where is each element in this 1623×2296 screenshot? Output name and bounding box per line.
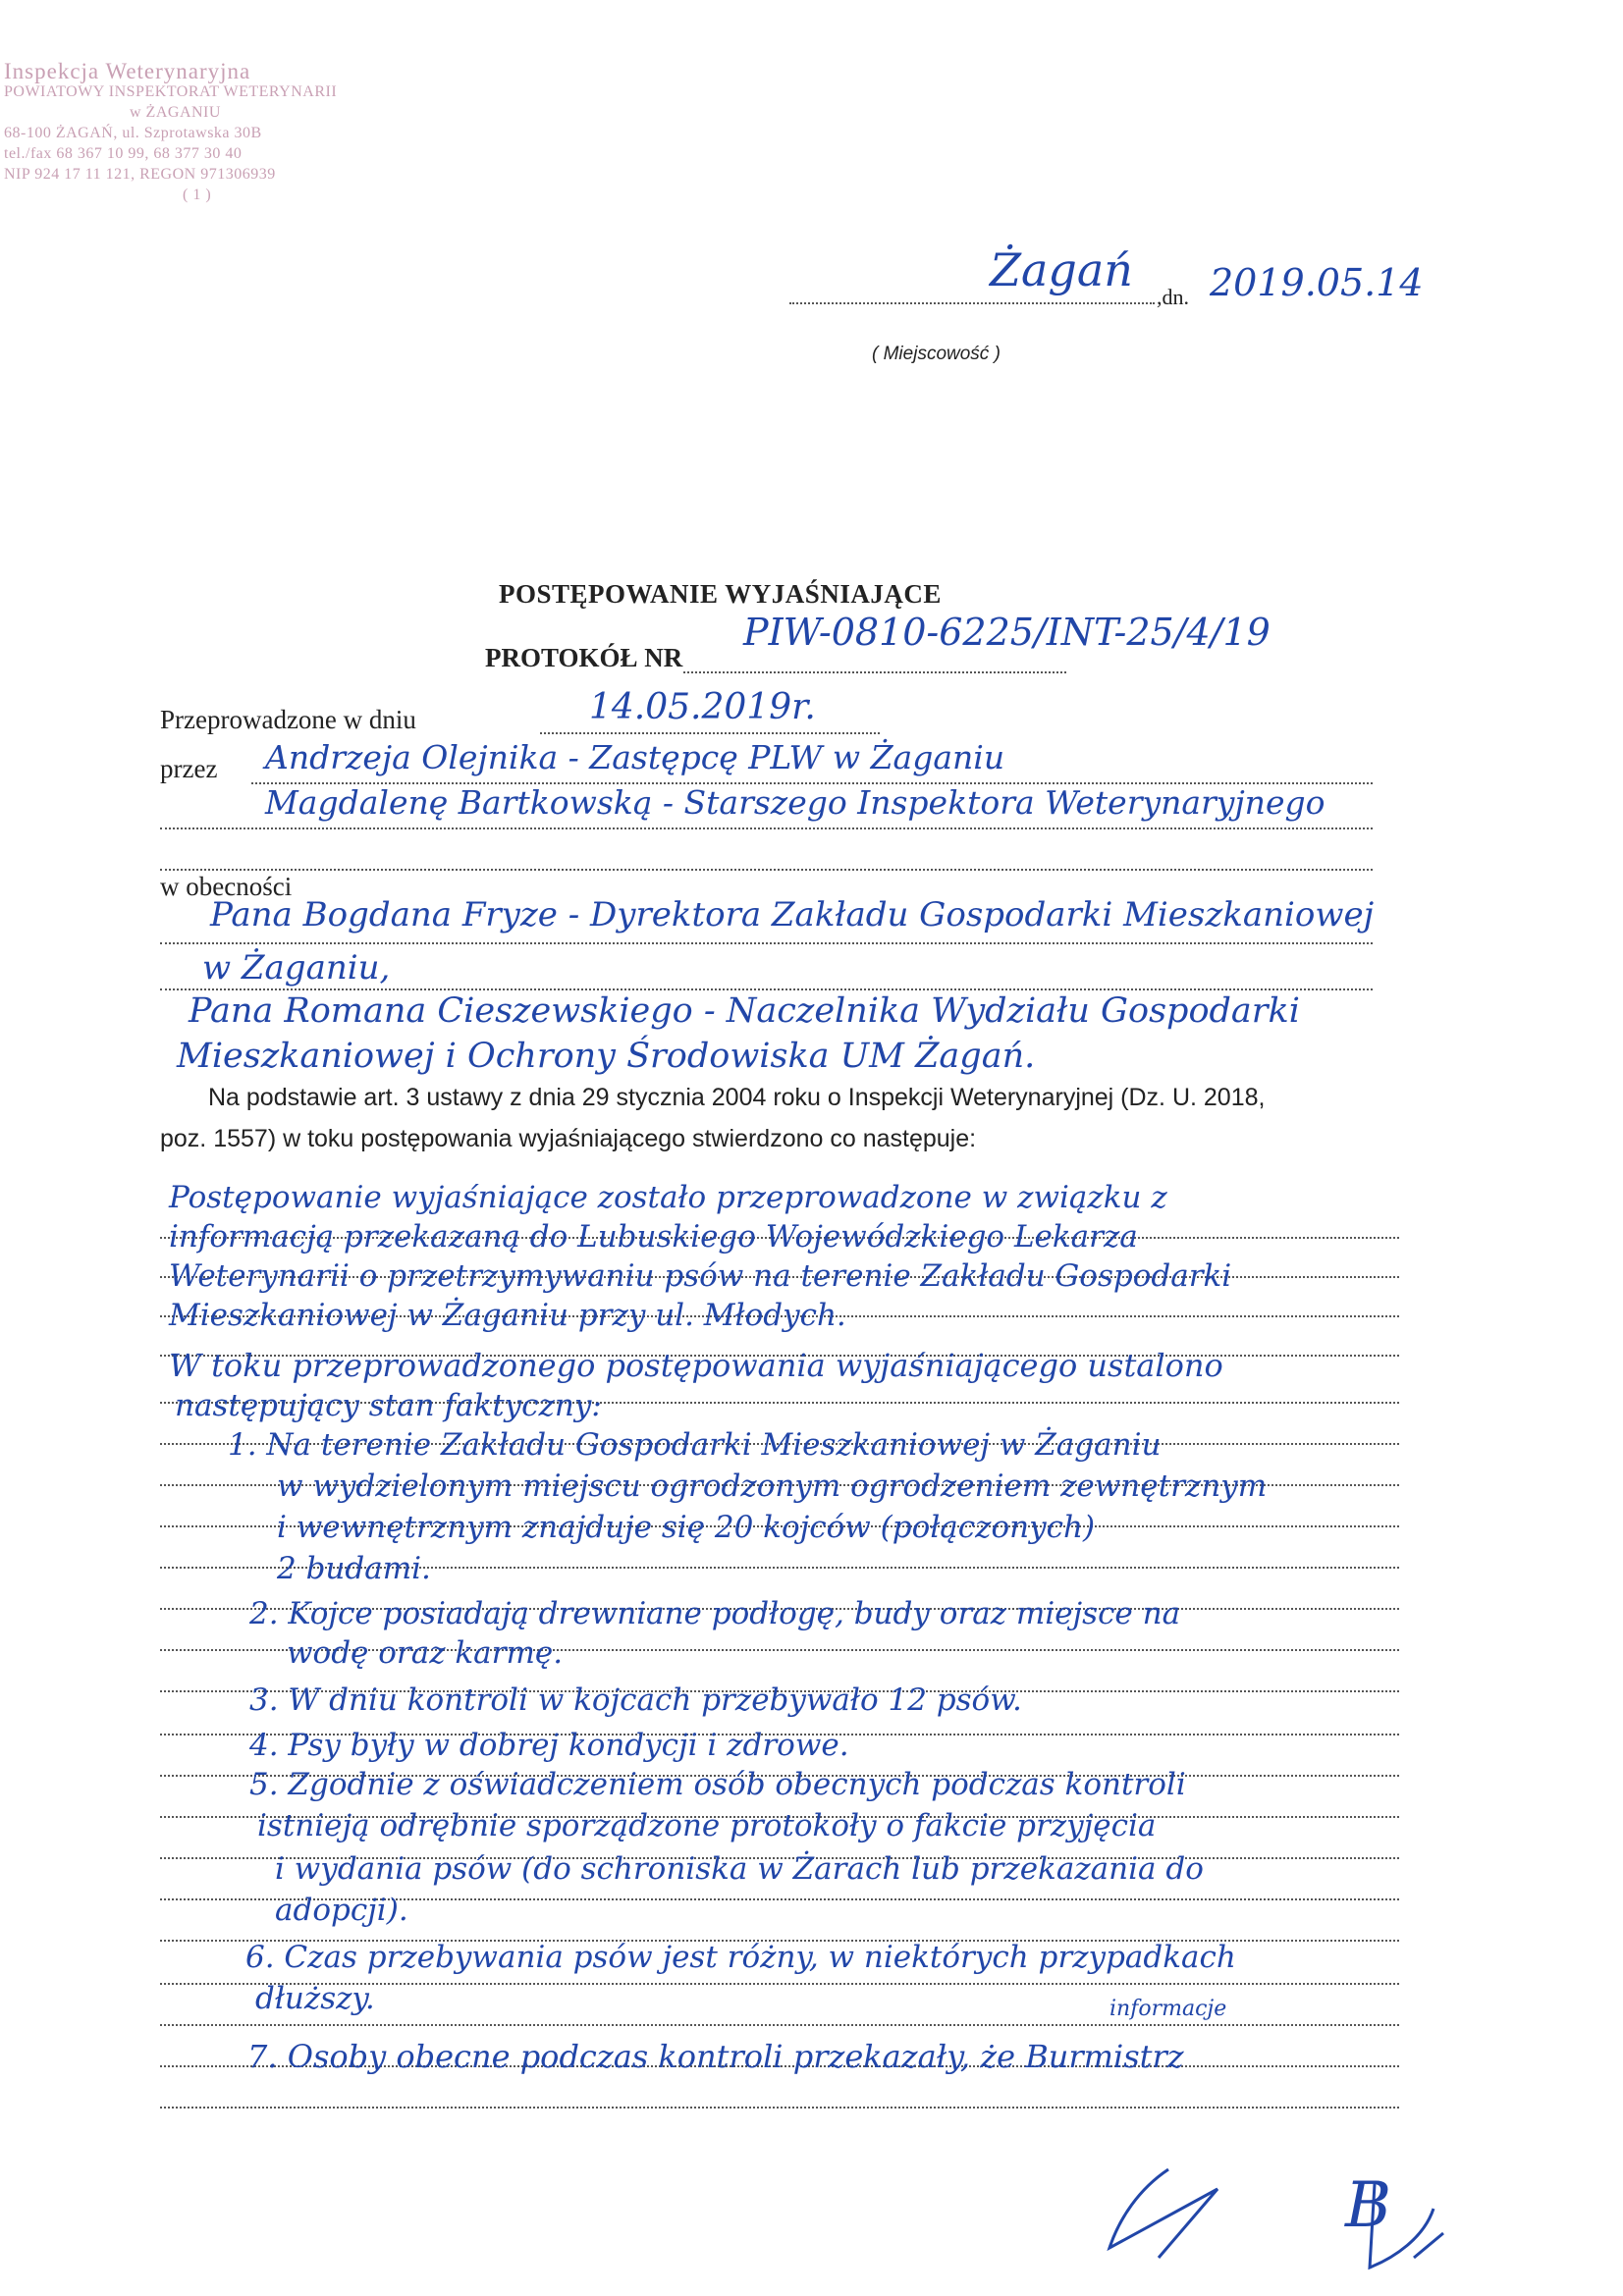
legal-basis-line-2: poz. 1557) w toku postępowania wyjaśniającego stwierdzono co następuje: <box>160 1125 977 1152</box>
presence-label: w obecności <box>160 872 293 901</box>
findings-dotted-line <box>160 2107 1399 2109</box>
by-line-1: Andrzeja Olejnika - Zastępcę PLW w Żaganiu <box>265 738 1005 776</box>
finding-line: Postępowanie wyjaśniające zostało przeprowadzone w związku z <box>169 1180 1167 1215</box>
signature-mark: B <box>1345 2169 1392 2242</box>
finding-line: i wewnętrznym znajduje się 20 kojców (połączonych) <box>277 1510 1096 1545</box>
presence-line-4: Mieszkaniowej i Ochrony Środowiska UM Żagań. <box>177 1037 1036 1076</box>
stamp-line: Inspekcja Weterynaryjna <box>4 59 251 83</box>
dn-label: ,dn. <box>1157 285 1189 309</box>
by-line-2: Magdalenę Bartkowską - Starszego Inspektora Weterynaryjnego <box>265 783 1325 822</box>
finding-line: następujący stan faktyczny: <box>175 1388 602 1423</box>
presence-line-3: Pana Romana Cieszewskiego - Naczelnika Wydziału Gospodarki <box>189 991 1300 1031</box>
finding-line: dłuższy. <box>255 1981 375 2016</box>
place-dotted-line <box>789 302 1155 304</box>
by-dotted-line <box>160 828 1373 829</box>
finding-line: informacje <box>1109 1997 1227 2021</box>
protocol-label: PROTOKÓŁ NR <box>485 643 683 672</box>
finding-line: Weterynarii o przetrzymywaniu psów na terenie Zakładu Gospodarki <box>169 1258 1232 1294</box>
finding-line: 4. Psy były w dobrej kondycji i zdrowe. <box>249 1728 849 1763</box>
presence-line-2: w Żaganiu, <box>202 948 391 988</box>
stamp-line: 68-100 ŻAGAŃ, ul. Szprotawska 30B <box>4 125 262 141</box>
finding-line: 1. Na terenie Zakładu Gospodarki Mieszkaniowej w Żaganiu <box>228 1427 1162 1463</box>
conducted-date: 14.05.2019r. <box>589 687 816 727</box>
protocol-number: PIW-0810-6225/INT-25/4/19 <box>743 611 1271 654</box>
presence-dotted-line <box>160 942 1373 944</box>
conducted-date-dotted-line <box>540 732 880 734</box>
signature-scribble <box>1109 2169 1217 2258</box>
presence-line-1: Pana Bogdana Fryze - Dyrektora Zakładu Gospodarki Mieszkaniowej <box>210 895 1375 934</box>
stamp-line: tel./fax 68 367 10 99, 68 377 30 40 <box>4 145 243 162</box>
protocol-dotted-line <box>683 671 1066 673</box>
legal-basis-line-1: Na podstawie art. 3 ustawy z dnia 29 stycznia 2004 roku o Inspekcji Weterynaryjnej (Dz. U. 2018, <box>208 1084 1266 1111</box>
finding-line: Mieszkaniowej w Żaganiu przy ul. Młodych. <box>169 1298 846 1333</box>
place-caption: ( Miejscowość ) <box>872 344 1001 364</box>
conducted-label: Przeprowadzone w dniu <box>160 705 416 734</box>
stamp-line: w ŻAGANIU <box>130 104 221 121</box>
signatures <box>1100 2150 1512 2287</box>
stamp-line: NIP 924 17 11 121, REGON 971306939 <box>4 166 276 183</box>
finding-line: i wydania psów (do schroniska w Żarach lub przekazania do <box>275 1851 1204 1887</box>
by-label: przez <box>160 754 218 783</box>
initials-scribble <box>1414 2233 1443 2258</box>
finding-line: 2 budami. <box>277 1551 431 1586</box>
finding-line: w wydzielonym miejscu ogrodzonym ogrodzeniem zewnętrznym <box>277 1468 1268 1504</box>
by-dotted-line <box>160 869 1373 871</box>
date-value: 2019.05.14 <box>1210 261 1424 304</box>
finding-line: adopcji). <box>275 1893 408 1928</box>
presence-dotted-line <box>160 988 1373 990</box>
finding-line: W toku przeprowadzonego postępowania wyjaśniającego ustalono <box>169 1347 1223 1384</box>
document-title: POSTĘPOWANIE WYJAŚNIAJĄCE <box>499 579 942 609</box>
stamp-line: POWIATOWY INSPEKTORAT WETERYNARII <box>4 83 338 100</box>
finding-line: istnieją odrębnie sporządzone protokoły o fakcie przyjęcia <box>257 1808 1157 1843</box>
finding-line: 2. Kojce posiadają drewniane podłogę, budy oraz miejsce na <box>249 1596 1181 1631</box>
place-value: Żagań <box>990 243 1133 296</box>
finding-line: 7. Osoby obecne podczas kontroli przekazały, że Burmistrz <box>247 2038 1184 2075</box>
findings-dotted-line <box>160 2024 1399 2026</box>
stamp-line: ( 1 ) <box>183 187 212 203</box>
institution-stamp <box>4 61 397 205</box>
finding-line: wodę oraz karmę. <box>287 1635 564 1671</box>
finding-line: 5. Zgodnie z oświadczeniem osób obecnych podczas kontroli <box>249 1767 1186 1802</box>
finding-line: 3. W dniu kontroli w kojcach przebywało 12 psów. <box>249 1682 1022 1718</box>
finding-line: 6. Czas przebywania psów jest różny, w niektórych przypadkach <box>245 1940 1236 1975</box>
finding-line: informacją przekazaną do Lubuskiego Wojewódzkiego Lekarza <box>169 1219 1138 1255</box>
